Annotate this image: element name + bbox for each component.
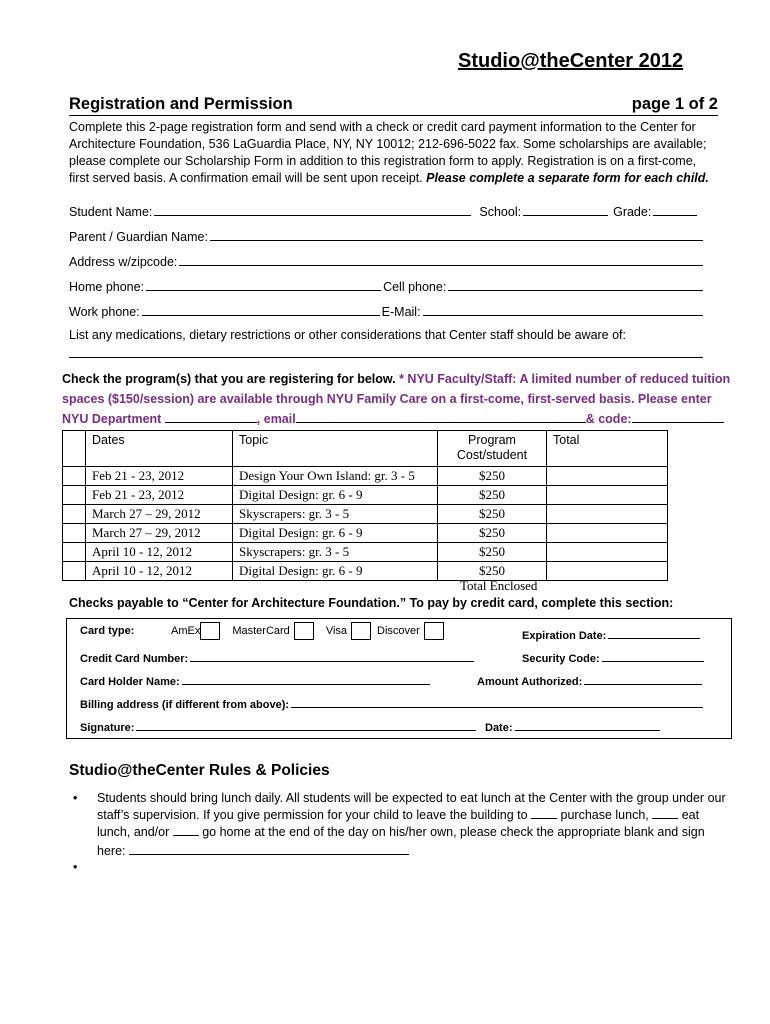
card-option-mastercard: MasterCard (232, 625, 290, 637)
program-checkbox[interactable] (63, 486, 86, 505)
amount-label: Amount Authorized: (477, 676, 583, 688)
mastercard-checkbox[interactable] (294, 622, 314, 640)
card-option-visa: Visa (325, 625, 348, 637)
row-cost: $250 (438, 543, 547, 562)
row-topic: Digital Design: gr. 6 - 9 (233, 486, 438, 505)
program-checkbox[interactable] (63, 467, 86, 486)
nyu-code-label: & code: (585, 412, 632, 426)
rules-bullet-2: • (73, 860, 78, 874)
security-field[interactable] (602, 650, 704, 662)
billing-field[interactable] (291, 696, 703, 708)
bullet-1-part-d: go home at the end of the day on his/her own, please check the appropriate blank and sign here: (97, 825, 705, 858)
bullet-1-part-a: Students should bring lunch daily. All students will be expected to eat lunch at the Center with the group under our staff’s supervision. If you give permission for your child to leave the building to (97, 791, 726, 822)
row-total-field[interactable] (547, 505, 668, 524)
expiration-field[interactable] (608, 627, 700, 639)
cell-phone-field[interactable] (448, 278, 703, 291)
col-dates: Dates (86, 431, 233, 467)
col-topic: Topic (233, 431, 438, 467)
billing-label: Billing address (if different from above): (80, 699, 290, 711)
school-label: School: (479, 205, 522, 219)
billing-row (80, 696, 703, 711)
cc-number-row (80, 650, 474, 665)
program-checkbox[interactable] (63, 524, 86, 543)
intro-emphasis: Please complete a separate form for each child. (426, 171, 709, 185)
address-row (69, 253, 703, 269)
home-phone-label: Home phone: (69, 280, 145, 294)
nyu-department-field[interactable] (165, 409, 257, 423)
program-instructions (62, 370, 732, 430)
address-field[interactable] (179, 253, 703, 266)
holder-row (80, 673, 430, 688)
visa-checkbox[interactable] (351, 622, 371, 640)
amount-row (477, 673, 702, 688)
row-total-field[interactable] (547, 486, 668, 505)
card-option-discover: Discover (377, 625, 420, 637)
date-field[interactable] (515, 719, 660, 731)
row-cost: $250 (438, 562, 547, 581)
expiration-row (522, 627, 700, 642)
card-type-label: Card type: (80, 625, 135, 637)
checks-payable-text: Checks payable to “Center for Architecture Foundation.” To pay by credit card, complete this section: (69, 596, 674, 610)
row-total-field[interactable] (547, 543, 668, 562)
eat-lunch-blank[interactable] (652, 807, 678, 819)
program-instructions-text: Check the program(s) that you are registering for below. (62, 372, 396, 386)
bullet-1-text (97, 790, 733, 860)
home-phone-field[interactable] (146, 278, 381, 291)
rules-heading: Studio@theCenter Rules & Policies (69, 762, 330, 779)
parent-row (69, 228, 703, 244)
work-phone-label: Work phone: (69, 305, 140, 319)
purchase-lunch-blank[interactable] (531, 807, 557, 819)
bullet-1-part-b: purchase lunch, (557, 808, 653, 822)
nyu-email-field[interactable] (296, 409, 586, 423)
parent-label: Parent / Guardian Name: (69, 230, 208, 244)
row-topic: Digital Design: gr. 6 - 9 (233, 524, 438, 543)
row-total-field[interactable] (547, 467, 668, 486)
program-table (62, 430, 668, 581)
table-row (63, 543, 668, 562)
bullet-1-part-c: eat lunch, and/or (97, 808, 700, 839)
holder-label: Card Holder Name: (80, 676, 180, 688)
page-title: Studio@theCenter 2012 (458, 50, 684, 72)
medications-label: List any medications, dietary restrictions or other considerations that Center staff should be aware of: (69, 328, 627, 342)
cc-number-label: Credit Card Number: (80, 653, 189, 665)
program-checkbox[interactable] (63, 543, 86, 562)
email-field[interactable] (423, 303, 703, 316)
student-name-field[interactable] (154, 203, 471, 216)
row-topic: Digital Design: gr. 6 - 9 (233, 562, 438, 581)
amex-checkbox[interactable] (200, 622, 220, 640)
card-type-row (80, 622, 444, 640)
parent-field[interactable] (210, 228, 703, 241)
col-cost: Program Cost/student (438, 431, 547, 467)
amount-field[interactable] (584, 673, 702, 685)
total-enclosed-label: Total Enclosed (460, 578, 538, 593)
discover-checkbox[interactable] (424, 622, 444, 640)
nyu-code-field[interactable] (632, 409, 724, 423)
security-label: Security Code: (522, 653, 600, 665)
credit-card-section (66, 618, 732, 739)
student-name-label: Student Name: (69, 205, 153, 219)
bullet-marker: • (73, 791, 78, 805)
grade-label: Grade: (613, 205, 652, 219)
medications-field[interactable] (69, 357, 703, 358)
table-row (63, 467, 668, 486)
rules-bullet-1 (73, 790, 733, 860)
cc-number-field[interactable] (190, 650, 474, 662)
grade-field[interactable] (653, 203, 697, 216)
row-total-field[interactable] (547, 562, 668, 581)
table-row (63, 505, 668, 524)
date-row (485, 719, 660, 734)
row-topic: Skyscrapers: gr. 3 - 5 (233, 543, 438, 562)
school-field[interactable] (523, 203, 608, 216)
row-date: March 27 – 29, 2012 (86, 524, 233, 543)
holder-field[interactable] (182, 673, 430, 685)
nyu-email-label: , email (256, 412, 296, 426)
signature-row (80, 719, 476, 734)
table-row (63, 486, 668, 505)
lunch-signature-field[interactable] (129, 841, 409, 855)
card-option-amex: AmEx (171, 625, 201, 637)
row-date: April 10 - 12, 2012 (86, 562, 233, 581)
signature-field[interactable] (136, 719, 476, 731)
row-cost: $250 (438, 524, 547, 543)
row-cost: $250 (438, 467, 547, 486)
table-row (63, 524, 668, 543)
nyu-note: * NYU Faculty/Staff: A limited number of reduced tuition spaces ($150/session) are available through NYU Family Care on a first-come, first-served basis. Please enter NYU Department (62, 372, 731, 426)
page-indicator: page 1 of 2 (631, 95, 718, 113)
work-phone-field[interactable] (142, 303, 380, 316)
address-label: Address w/zipcode: (69, 255, 178, 269)
work-row (69, 303, 703, 319)
row-date: Feb 21 - 23, 2012 (86, 486, 233, 505)
expiration-label: Expiration Date: (522, 630, 607, 642)
row-date: March 27 – 29, 2012 (86, 505, 233, 524)
row-date: Feb 21 - 23, 2012 (86, 467, 233, 486)
form-subtitle: Registration and Permission (69, 95, 293, 113)
row-topic: Design Your Own Island: gr. 3 - 5 (233, 467, 438, 486)
form-heading (69, 95, 718, 116)
row-date: April 10 - 12, 2012 (86, 543, 233, 562)
program-checkbox[interactable] (63, 505, 86, 524)
intro-text: Complete this 2-page registration form and send with a check or credit card payment information to the Center for Architecture Foundation, 536 LaGuardia Place, NY, NY 10012; 212-696-5022 fax. Some scholarships are available; please complete our Scholarship Form in addition to this registration form to apply. Registration is on a first-come, first served basis. A confirmation email will be sent upon receipt. (69, 120, 707, 185)
program-checkbox[interactable] (63, 562, 86, 581)
table-row (63, 562, 668, 581)
col-total: Total (547, 431, 668, 467)
date-label: Date: (485, 722, 513, 734)
table-header-row (63, 431, 668, 467)
security-row (522, 650, 704, 665)
row-topic: Skyscrapers: gr. 3 - 5 (233, 505, 438, 524)
cell-phone-label: Cell phone: (383, 280, 447, 294)
signature-label: Signature: (80, 722, 135, 734)
row-cost: $250 (438, 486, 547, 505)
row-total-field[interactable] (547, 524, 668, 543)
go-home-blank[interactable] (173, 824, 199, 836)
student-row (69, 203, 703, 219)
email-label: E-Mail: (381, 305, 421, 319)
phone-row (69, 278, 703, 294)
row-cost: $250 (438, 505, 547, 524)
intro-paragraph (69, 119, 719, 187)
